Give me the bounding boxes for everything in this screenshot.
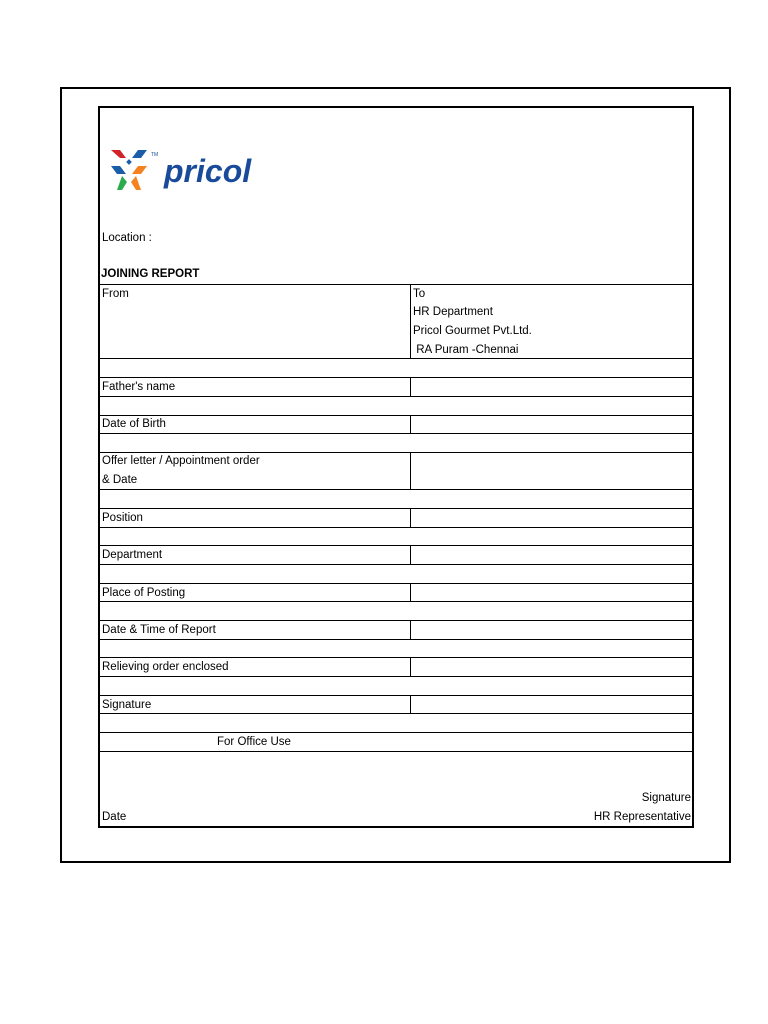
pricol-logo <box>108 146 278 196</box>
location-label: Location : <box>102 232 152 244</box>
office-use-title: For Office Use <box>217 736 291 748</box>
date-of-birth-label: Date of Birth <box>102 418 166 430</box>
office-signature-label: Signature <box>641 792 691 804</box>
office-date-label: Date <box>102 811 127 823</box>
department-label: Department <box>102 549 163 561</box>
offer-letter-date-label: & Date <box>102 474 138 486</box>
logo-tm: TM <box>151 152 159 158</box>
to-address: RA Puram -Chennai <box>413 344 519 356</box>
to-label: To <box>413 288 426 300</box>
hr-representative-label: HR Representative <box>593 811 691 823</box>
relieving-order-label: Relieving order enclosed <box>102 661 229 673</box>
form-title: JOINING REPORT <box>101 268 200 280</box>
position-label: Position <box>102 512 143 524</box>
logo-wordmark: pricol <box>164 153 252 189</box>
signature-field-label: Signature <box>102 699 152 711</box>
fathers-name-label: Father's name <box>102 381 176 393</box>
from-label: From <box>102 288 129 300</box>
to-company-name: Pricol Gourmet Pvt.Ltd. <box>413 325 532 337</box>
date-time-report-label: Date & Time of Report <box>102 624 216 636</box>
place-of-posting-label: Place of Posting <box>102 587 186 599</box>
offer-letter-label: Offer letter / Appointment order <box>102 455 260 467</box>
to-hr-department: HR Department <box>413 306 493 318</box>
